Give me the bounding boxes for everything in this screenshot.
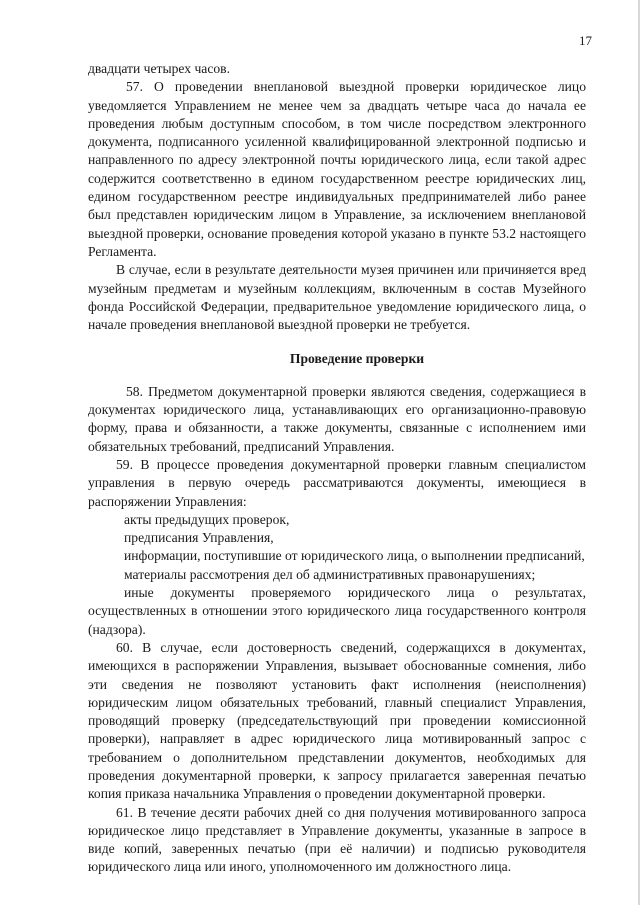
paragraph-57: 57. О проведении внеплановой выездной проверки юридическое лицо уведомляется Управлением не менее чем за двадцать четыре часа до начала ее проведения любым доступным способом, в том числе посредством электронного документа, подписанного усиленной квалифицированной электронной подписью и направленного по адресу электронной почты юридического лица, если такой адрес содержится соответственно в едином государственном реестре юридических лиц, едином государственном реестре индивидуальных предпринимателей либо ранее был представлен юридическим лицом в Управление, за исключением внеплановой выездной проверки, основание проведения которой указано в пункте 53.2 настоящего Регламента. [88,79,586,259]
list-item: иные документы проверяемого юридического лица о результатах, осуществленных в отношении этого юридического лица государственного контроля (надзора). [88,585,586,637]
list-item: информации, поступившие от юридического лица, о выполнении предписаний, [124,548,585,564]
document-body [88,60,586,877]
paragraph-60: 60. В случае, если достоверность сведений, содержащихся в документах, имеющихся в распоряжении Управления, вызывает обоснованные сомнения, либо эти сведения не позволяют установить факт исполнения (неисполнения) юридическим лицом обязательных требований, главный специалист Управления, проводящий проверку (председательствующий при проведении комиссионной проверки), направляет в адрес юридического лица мотивированный запрос с требованием о дополнительном представлении документов, необходимых для проведения документарной проверки, к запросу прилагается заверенная печатью копия приказа начальника Управления о проведении документарной проверки. [88,639,586,802]
list-item: предписания Управления, [124,530,274,546]
list-item: акты предыдущих проверок, [124,511,290,527]
paragraph-59: 59. В процессе проведения документарной проверки главным специалистом управления в первую очередь рассматриваются документы, имеющиеся в распоряжении Управления: [88,456,586,509]
paragraph-continuation: двадцати четырех часов. [88,61,230,76]
list-item: материалы рассмотрения дел об административных правонарушениях; [124,566,536,582]
page-number: 17 [579,33,592,48]
paragraph-57-note: В случае, если в результате деятельности музея причинен или причиняется вред музейным предметам и музейным коллекциям, включенным в состав Музейного фонда Российской Федерации, предварительное уведомление юридического лица, о начале проведения внеплановой выездной проверки не требуется. [88,262,586,333]
section-heading: Проведение проверки [289,351,425,367]
paragraph-61: 61. В течение десяти рабочих дней со дня получения мотивированного запроса юридическое лицо представляет в Управление документы, указанные в запросе в виде копий, заверенных печатью (при её наличии) и подписью руководителя юридического лица или иного, уполномоченного им должностного лица. [88,804,586,875]
paragraph-58: 58. Предметом документарной проверки являются сведения, содержащиеся в документах юридического лица, устанавливающих его организационно-правовую форму, права и обязанности, а также документы, связанные с исполнением ими обязательных требований, предписаний Управления. [88,383,586,454]
